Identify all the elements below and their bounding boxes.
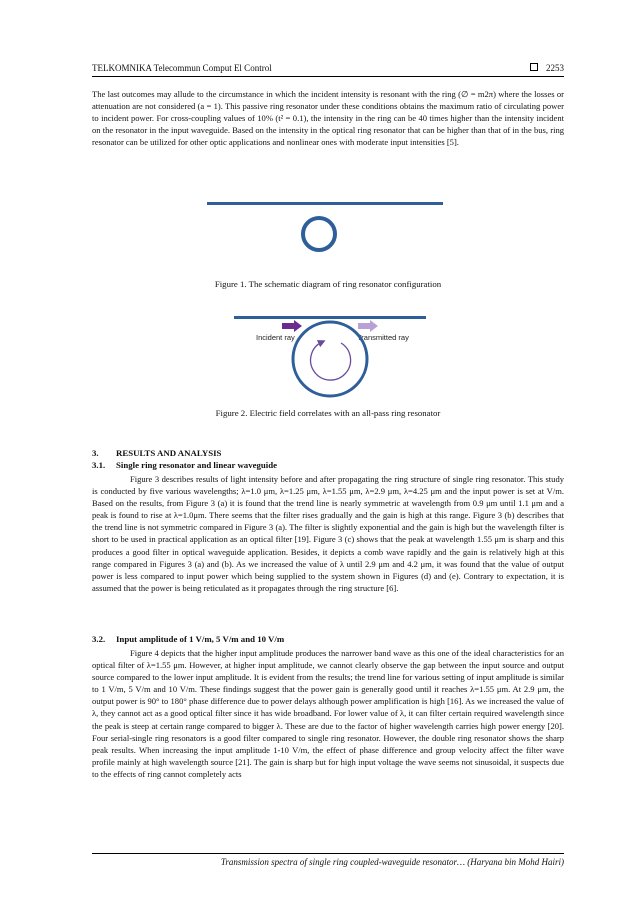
section-3-1-body: Figure 3 describes results of light intensity before and after propagating the ring structure of single ring resonator. This study is conducted by five various wavelengths; λ=1.0 μm, λ=1.25 μm, λ=1.55 μm, λ=2.9 μm, λ=4.25 μm and the input power is set at V/m. Based on the results, from Figure 3 (a) it is found that the trend line is nearly symmetric at wavelength from 0.9 μm until 1.1 μm and a peak is found to rise at λ=1.0μm. There seems that the filter rises gradually and the gain is high at this range. Figure 3 (b) describes that the trend line is not symmetric compared in Figure 3 (a). The filter is slightly exponential and the gain is high but the wavelength filter is short to be used in practical application as an optical filter [19]. Figure 3 (c) shows that the peak at wavelength 1.55 μm is sharp and this produces a good filter in optical waveguide application. Besides, it depicts a comb wave rapidly and the gain is relatively high at this range compared in Figures 3 (a) and (b). As we increased the value of λ until 2.9 μm and 4.2 μm, it was found that the value of output power is less compared to input power which being supplied to the system shown in Figures (d) and (e). Contrary to expectation, it is assumed that the power is being reticulated as it propagates through the ring structure [6]. [92,474,564,593]
section-3-1-title: Single ring resonator and linear waveguide [116,460,278,470]
incident-ray-label: Incident ray [256,333,295,342]
running-header [92,62,564,77]
figure-2-caption: Figure 2. Electric field correlates with an all-pass ring resonator [215,408,441,418]
section-3-2-title: Input amplitude of 1 V/m, 5 V/m and 10 V/m [116,634,285,644]
intro-paragraph: The last outcomes may allude to the circumstance in which the incident intensity is resonant with the ring (∅ = m2π) where the losses or attenuation are not considered (a = 1). This passive ring resonator under these conditions obtains the maximum ratio of circulating power to incident power. For cross-coupling values of 10% (t² = 0.1), the intensity in the ring can be 40 times higher than the intensity incident on the resonator in the input waveguide. Based on the intensity in the optical ring resonator that can be higher than that of in the bus, ring resonator can be utilized for other optic applications and nonlinear ones with moderate input intensities [5]. [92,89,564,148]
checkbox-icon [530,63,538,71]
section-3-2-heading [92,634,284,644]
section-3-number: 3. [92,448,99,458]
circulating-field-arrow [311,342,351,380]
figure-2-diagram [230,313,430,401]
transmitted-ray-label: Transmitted ray [357,333,409,342]
section-3-heading [92,448,221,458]
page-number: 2253 [546,63,564,73]
bus-waveguide [234,316,426,319]
section-3-2-number: 3.2. [92,634,106,644]
ring-resonator [293,322,367,396]
figure-1-caption: Figure 1. The schematic diagram of ring resonator configuration [214,279,442,289]
section-3-title: RESULTS AND ANALYSIS [116,448,222,458]
journal-name: TELKOMNIKA Telecommun Comput El Control [92,63,272,73]
section-3-1-number: 3.1. [92,460,106,470]
page-number-group [530,62,564,74]
section-3-2-body: Figure 4 depicts that the higher input amplitude produces the narrower band wave as this one of the ideal characteristics for an optical filter of λ=1.55 μm. However, at higher input amplitude, we cannot clearly observe the gap between the input source and output source compared to the lower input amplitude. It is evident from the results; the trend line for various setting of input amplitude is similar to 1 V/m, 5 V/m and 10 V/m. These findings suggest that the power gain is generally good until it reaches λ=1.55 μm. At 2.9 μm, the output power is 90° to 180° phase difference due to power delays although power amplification is high [16]. As we increased the value of λ, they cannot act as a good optical filter since it has wide broadband. For lower value of λ, it can filter certain required wavelength since the peak is steep at certain range compared to bigger λ. These are due to the factor of higher wavelength carries high power energy [20]. Four serial-single ring resonators is a good filter compared to single ring resonator. However, the double ring resonator shows the sharp peak results. When increasing the input amplitude 1-10 V/m, the effect of phase difference and group velocity affect the filter wave profile mainly at high wavelength source [21]. The gain is sharp but for high input voltage the wave seems not sinusoidal, it suspects due to the effects of ring cannot completely acts [92,648,564,779]
incident-arrow [282,320,302,332]
figure-1-diagram [205,200,445,266]
running-footer: Transmission spectra of single ring coupled-waveguide resonator… (Haryana bin Mohd Hairi) [92,853,564,867]
bus-waveguide [207,202,443,205]
section-3-1-heading [92,460,277,470]
transmitted-arrow [358,320,378,332]
ring-resonator [303,218,335,250]
